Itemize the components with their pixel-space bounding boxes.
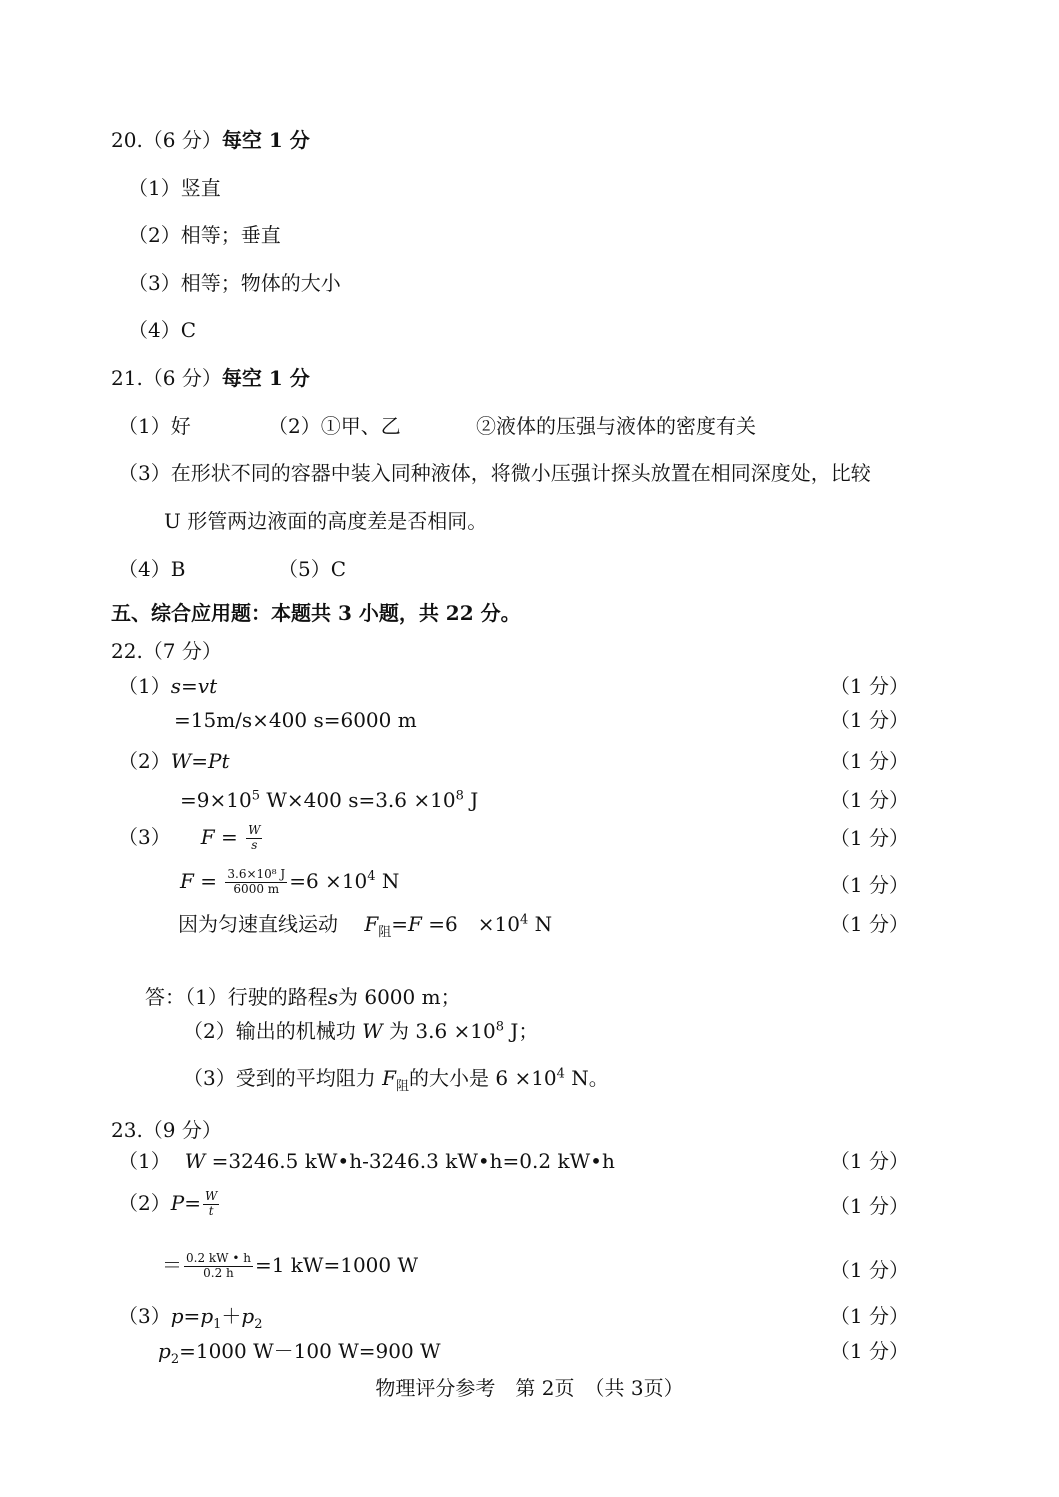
fraction	[184, 1252, 253, 1281]
q21-answer-2: （2）①甲、乙	[268, 414, 401, 438]
q20-rule: 每空 1 分	[221, 128, 310, 152]
answer-text: （3）受到的平均阻力	[183, 1066, 383, 1090]
q22-step-2-label: （2）	[118, 749, 171, 773]
q20-number: 20.（6 分）	[111, 128, 222, 152]
q23-step-2-label: （2）	[118, 1190, 171, 1215]
q20-heading	[111, 130, 310, 150]
equals: =	[214, 824, 245, 849]
subscript: 阻	[378, 925, 392, 940]
var-p: p	[158, 1339, 171, 1363]
q22-answer-3	[183, 1066, 609, 1094]
score-label: （1 分）	[829, 1339, 909, 1363]
q23-step-3-calc	[158, 1339, 441, 1367]
score-label: （1 分）	[829, 1149, 909, 1173]
q23-step-2-calc	[162, 1252, 418, 1281]
var-p: p	[170, 1304, 184, 1328]
q21-number: 21.（6 分）	[111, 366, 222, 390]
var-P: P	[170, 1190, 185, 1215]
q22-step-2-calc	[180, 790, 478, 810]
fraction	[203, 1190, 219, 1219]
answer-text: 为 6000 m；	[338, 985, 461, 1009]
fraction	[246, 824, 262, 853]
numerator: 3.6×10⁸ J	[227, 867, 286, 881]
q22-step-3	[118, 824, 264, 853]
calc-part: =1 kW=1000 W	[254, 1252, 419, 1277]
var-p: p	[200, 1304, 214, 1328]
var-F: F	[382, 1066, 396, 1090]
equals: =	[184, 1190, 201, 1215]
q21-rule: 每空 1 分	[221, 366, 310, 390]
subscript: 阻	[395, 1079, 409, 1094]
q23-heading: 23.（9 分）	[111, 1118, 222, 1142]
equals: =	[193, 868, 224, 893]
answer-text: 为 3.6 ×10	[382, 1019, 496, 1043]
exponent: 8	[455, 788, 464, 804]
score-label: （1 分）	[829, 708, 909, 732]
var-vt: vt	[197, 674, 218, 698]
exponent: 4	[367, 869, 376, 885]
score-label: （1 分）	[829, 749, 909, 773]
q21-answer-5: （5）C	[278, 557, 347, 581]
equals: =	[181, 674, 198, 698]
calc-part: =3246.5 kW•h-3246.3 kW•h=0.2 kW•h	[205, 1149, 615, 1173]
equals: =	[183, 1304, 201, 1328]
var-p: p	[241, 1304, 255, 1328]
q23-step-1	[118, 1151, 615, 1171]
denominator: 0.2 h	[203, 1265, 234, 1280]
score-label: （1 分）	[829, 912, 909, 936]
answer-text: 答：（1）行驶的路程	[145, 985, 328, 1009]
q22-step-2	[118, 751, 230, 771]
unit: N	[528, 912, 553, 936]
section-heading: 五、综合应用题：本题共 3 小题，共 22 分。	[111, 601, 521, 625]
subscript: 2	[170, 1352, 180, 1367]
score-label: （1 分）	[829, 1258, 909, 1282]
page-footer: 物理评分参考 第 2页 （共 3页）	[375, 1376, 684, 1400]
q23-step-3-label: （3）	[118, 1304, 171, 1328]
q22-step-1	[118, 676, 217, 696]
equals: =	[391, 912, 409, 936]
q23-step-3	[118, 1304, 263, 1332]
numerator: W	[248, 823, 261, 837]
score-label: （1 分）	[829, 826, 909, 850]
q22-step-1-label: （1）	[118, 674, 171, 698]
q20-answer-3: （3）相等；物体的大小	[128, 271, 341, 295]
q21-answer-3-line2: U 形管两边液面的高度差是否相同。	[164, 509, 488, 533]
calc-part: =9×10	[180, 788, 252, 812]
var-W: W	[362, 1019, 383, 1043]
numerator: 0.2 kW • h	[186, 1251, 251, 1265]
answer-text: （2）输出的机械功	[183, 1019, 363, 1043]
var-F: F	[180, 868, 194, 893]
var-F: F	[200, 824, 215, 849]
calc-part: =6 ×10	[289, 868, 368, 893]
exponent: 4	[519, 912, 529, 928]
q21-answer-3-line1: （3）在形状不同的容器中装入同种液体，将微小压强计探头放置在相同深度处，比较	[118, 461, 871, 485]
q23-step-2	[118, 1190, 221, 1219]
calc-part: W×400 s=3.6 ×10	[259, 788, 456, 812]
denominator: t	[208, 1203, 214, 1218]
exponent: 5	[251, 788, 260, 804]
score-label: （1 分）	[829, 674, 909, 698]
q22-answer-2	[183, 1021, 538, 1041]
calc-part: =1000 W－100 W=900 W	[179, 1339, 441, 1363]
q20-answer-1: （1）竖直	[128, 176, 221, 200]
unit: J	[463, 788, 479, 812]
q22-step-3-label: （3）	[118, 824, 171, 849]
score-label: （1 分）	[829, 1304, 909, 1328]
subscript: 1	[213, 1317, 222, 1332]
exponent: 4	[556, 1066, 565, 1082]
q21-answer-4: （4）B	[118, 557, 186, 581]
unit: N。	[564, 1066, 609, 1090]
equals: ＝	[162, 1252, 182, 1277]
var-F: F	[364, 912, 379, 936]
q21-answer-1: （1）好	[118, 414, 191, 438]
q21-heading	[111, 368, 310, 388]
var-s: s	[170, 674, 181, 698]
numerator: W	[204, 1189, 218, 1203]
q20-answer-4: （4）C	[128, 318, 197, 342]
var-s: s	[327, 985, 338, 1009]
q22-answer-1	[145, 987, 461, 1007]
exponent: 8	[495, 1019, 505, 1035]
unit: N	[375, 868, 400, 893]
reason-text: 因为匀速直线运动	[178, 912, 365, 936]
q22-heading: 22.（7 分）	[111, 639, 222, 663]
q21-answer-2b: ②液体的压强与液体的密度有关	[476, 414, 756, 438]
denominator: 6000 m	[233, 881, 280, 896]
q22-step-1-calc: =15m/s×400 s=6000 m	[174, 708, 417, 732]
calc-part: =6 ×10	[421, 912, 520, 936]
answer-text: 的大小是 6 ×10	[409, 1066, 557, 1090]
score-label: （1 分）	[829, 788, 909, 812]
subscript: 2	[254, 1317, 263, 1332]
score-label: （1 分）	[829, 1194, 909, 1218]
denominator: s	[251, 837, 258, 852]
q20-answer-2: （2）相等；垂直	[128, 223, 281, 247]
q22-step-3-reason	[178, 912, 553, 940]
var-W: W	[184, 1149, 206, 1173]
plus: ＋	[221, 1304, 242, 1328]
var-F: F	[408, 912, 422, 936]
formula-work: W=Pt	[170, 749, 230, 773]
q22-step-3-calc	[180, 868, 399, 897]
fraction	[225, 868, 287, 897]
score-label: （1 分）	[829, 873, 909, 897]
unit: J；	[504, 1019, 539, 1043]
q23-step-1-label: （1）	[118, 1149, 171, 1173]
